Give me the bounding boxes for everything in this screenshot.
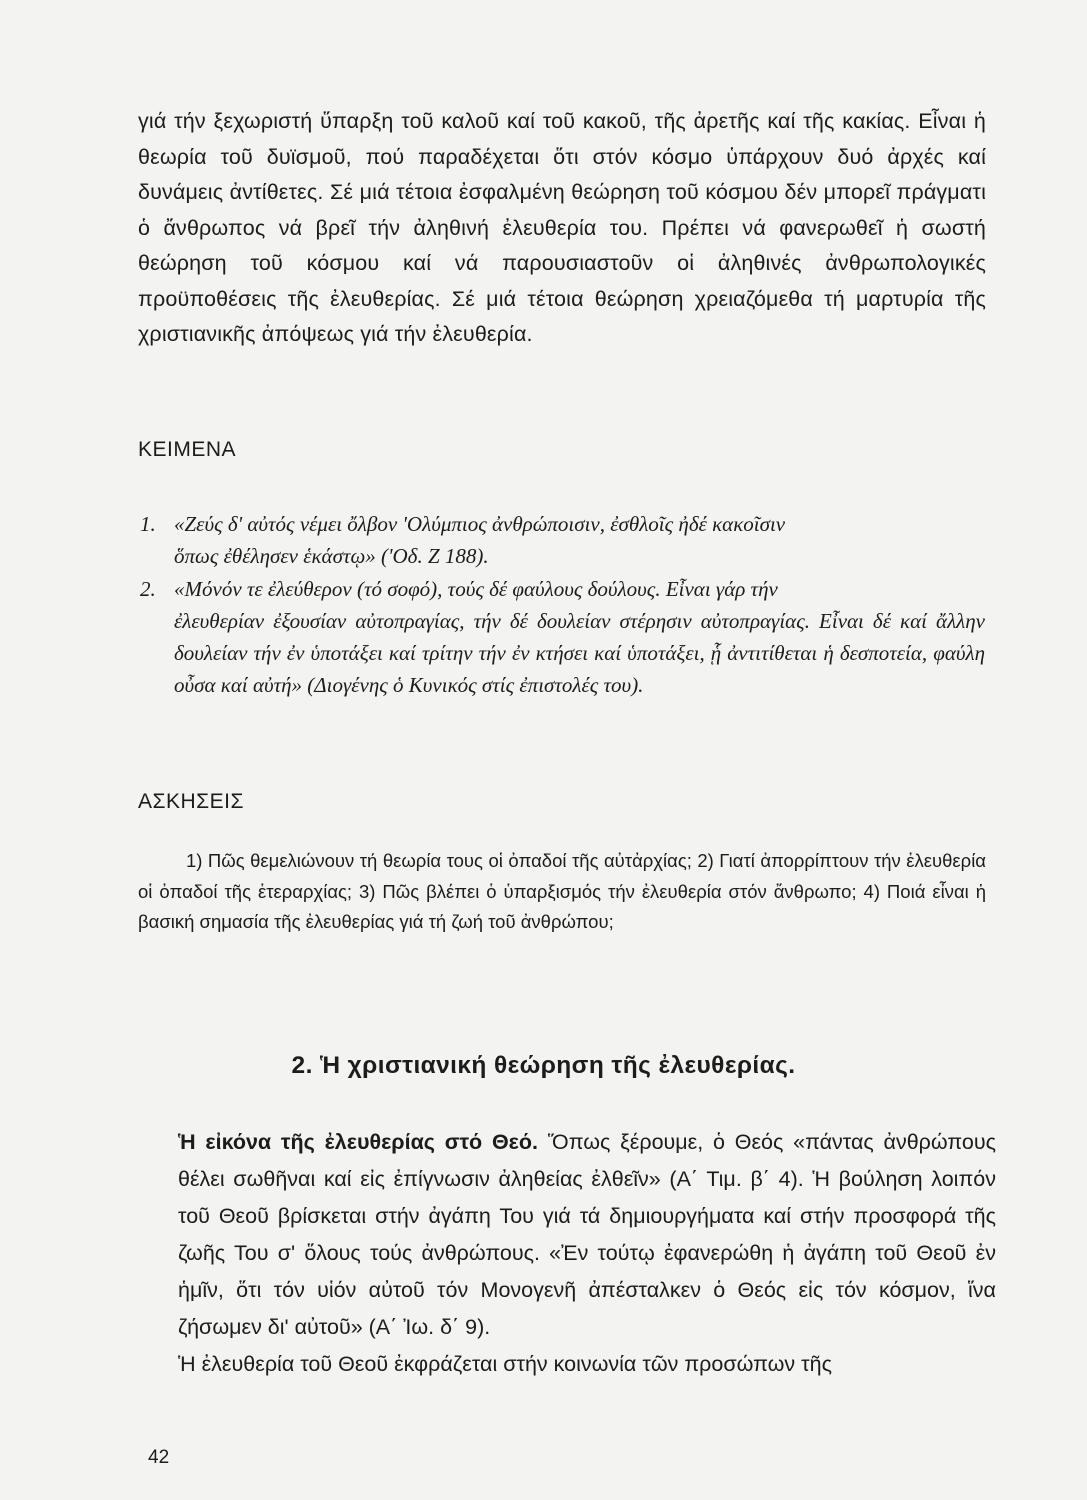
exercises-text	[138, 846, 986, 938]
section-body	[178, 1124, 996, 1383]
quote-continuation: ὅπως ἐθέλησεν ἑκάστῳ» ('Οδ. Ζ 188).	[174, 544, 489, 568]
section-paragraph-1: Ὅπως ξέρουμε, ὁ Θεός «πάντας ἀνθρώπους θέλει σωθῆναι καί εἰς ἐπίγνωσιν ἀληθείας ἐλθεῖν» (Α΄ Τιμ. β΄ 4). Ἡ βούληση λοιπόν τοῦ Θεοῦ βρίσκεται στήν ἀγάπη Του γιά τά δημιουργήματα καί στήν προσφορά τῆς ζωῆς Του σ' ὅλους τούς ἀνθρώπους. «Ἐν τούτῳ ἐφανερώθη ἡ ἀγάπη τοῦ Θεοῦ ἐν ἡμῖν, ὅτι τόν υἱόν αὐτοῦ τόν Μονογενῆ ἀπέσταλκεν ὁ Θεός εἰς τόν κόσμον, ἵνα ζήσωμεν δι' αὐτοῦ» (Α΄ Ἰω. δ΄ 9).	[178, 1130, 996, 1339]
run-in-heading: Ἡ εἰκόνα τῆς ἐλευθερίας στό Θεό.	[178, 1130, 538, 1154]
quote-number: 1.	[140, 512, 156, 536]
texts-heading: ΚΕΙΜΕΝΑ	[138, 438, 237, 461]
quote-continuation: ἐλευθερίαν ἐξουσίαν αὐτοπραγίας, τήν δέ δουλείαν στέρησιν αὐτοπραγίας. Εἶναι δέ καί ἄλλην δουλείαν τήν ἐν ὑποτάξει καί τρίτην τήν ἐν κτήσει καί ὑποτάξει, ᾗ ἀντιτίθεται ἡ δεσποτεία, φαύλη οὖσα καί αὐτή» (Διογένης ὁ Κυνικός στίς ἐπιστολές του).	[174, 609, 985, 697]
quote-item	[140, 508, 985, 572]
intro-paragraph: γιά τήν ξεχωριστή ὕπαρξη τοῦ καλοῦ καί τοῦ κακοῦ, τῆς ἀρετῆς καί τῆς κακίας. Εἶναι ἡ θεωρία τοῦ δυϊσμοῦ, πού παραδέχεται ὅτι στόν κόσμο ὑπάρχουν δυό ἀρχές καί δυνάμεις ἀντίθετες. Σέ μιά τέτοια ἐσφαλμένη θεώρηση τοῦ κόσμου δέν μπορεῖ πράγματι ὁ ἄνθρωπος νά βρεῖ τήν ἀληθινή ἐλευθερία του. Πρέπει νά φανερωθεῖ ἡ σωστή θεώρηση τοῦ κόσμου καί νά παρουσιαστοῦν οἱ ἀληθινές ἀνθρωπολογικές προϋποθέσεις τῆς ἐλευθερίας. Σέ μιά τέτοια θεώρηση χρειαζόμεθα τή μαρτυρία τῆς χριστιανικῆς ἀπόψεως γιά τήν ἐλευθερία.	[138, 109, 986, 346]
quote-item	[140, 573, 985, 701]
quote-first-line: «Μόνόν τε ἐλεύθερον (τό σοφό), τούς δέ φαύλους δούλους. Εἶναι γάρ τήν	[174, 577, 778, 601]
page-number: 42	[148, 1447, 170, 1468]
section-paragraph-2: Ἡ ἐλευθερία τοῦ Θεοῦ ἐκφράζεται στήν κοινωνία τῶν προσώπων τῆς	[178, 1352, 832, 1376]
quote-number: 2.	[140, 577, 156, 601]
exercises-heading: ΑΣΚΗΣΕΙΣ	[138, 790, 244, 813]
quote-first-line: «Ζεύς δ' αὐτός νέμει ὄλβον 'Ολύμπιος ἀνθρώποισιν, ἐσθλοῖς ἠδέ κακοῖσιν	[174, 512, 786, 536]
section-title: 2. Ἡ χριστιανική θεώρηση τῆς ἐλευθερίας.	[291, 1052, 796, 1079]
exercises-paragraph: 1) Πῶς θεμελιώνουν τή θεωρία τους οἱ ὀπαδοί τῆς αὐτἀρχίας; 2) Γιατί ἀπορρίπτουν τήν ἐλευθερία οἱ ὀπαδοί τῆς ἑτεραρχίας; 3) Πῶς βλέπει ὁ ὑπαρξισμός τήν ἐλευθερία στόν ἄνθρωπο; 4) Ποιά εἶναι ἡ βασική σημασία τῆς ἐλευθερίας γιά τή ζωή τοῦ ἀνθρώπου;	[138, 850, 986, 932]
